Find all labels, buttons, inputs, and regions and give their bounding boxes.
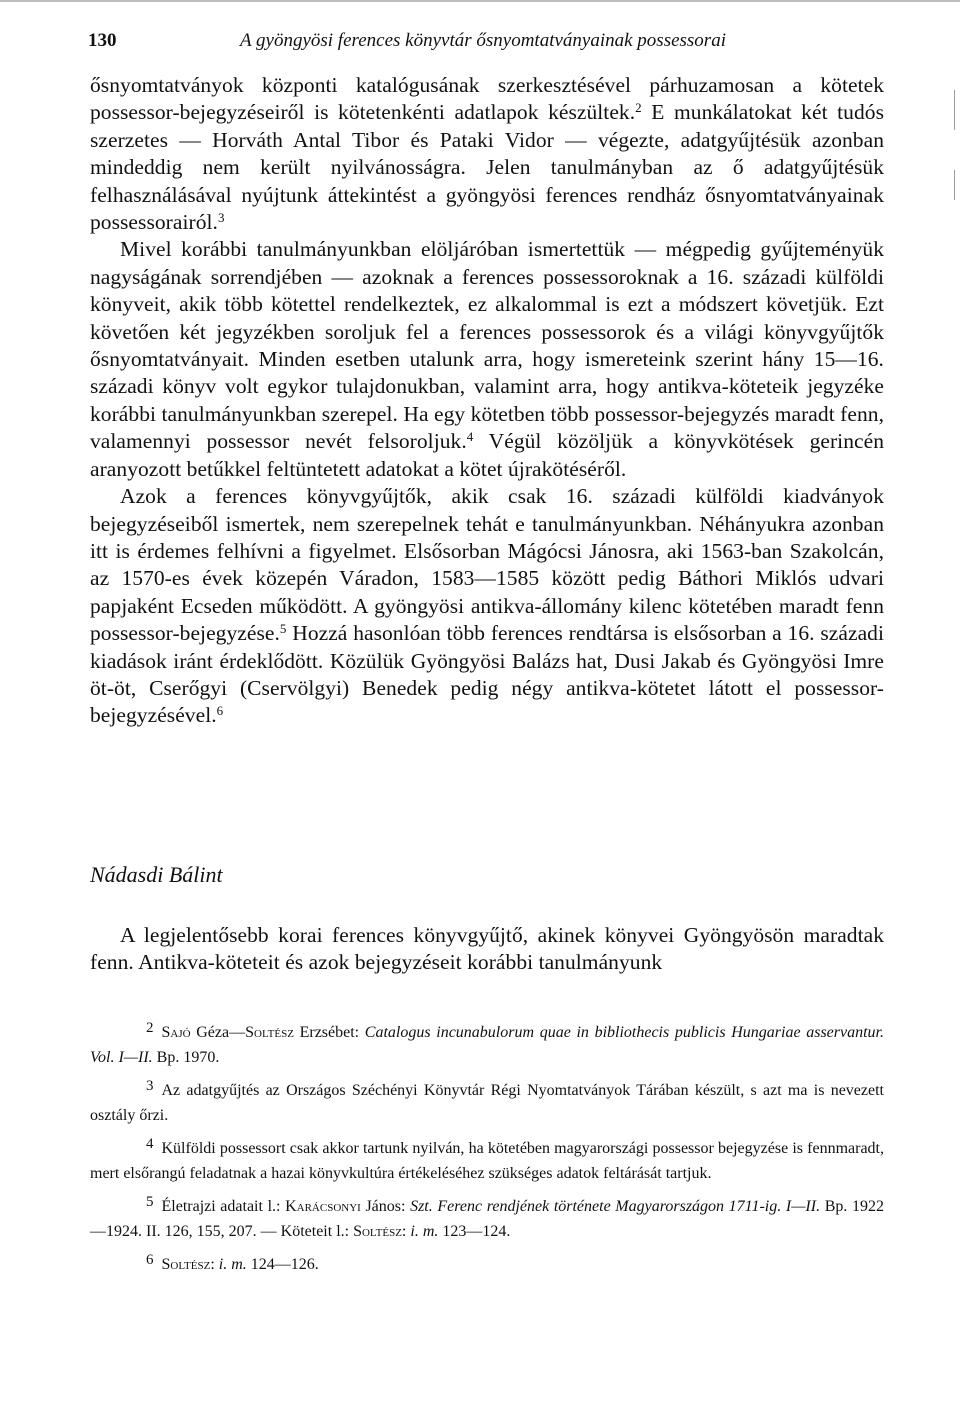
paragraph-text: ősnyomtatványok központi katalógusának szerkesztésével párhuzamosan a kötetek possessor-bejegyzéseiről is kötetenkénti adatlapok készültek. [90,73,884,125]
page-header [88,30,888,56]
footnote-3 [90,1074,884,1128]
footnote-ref: 3 [217,210,225,226]
footnote-text: 123—124. [438,1222,511,1240]
footnote-ref: 2 [635,100,642,116]
paragraph-text: E munkálatokat két tudós szerzetes — Horváth Antal Tibor és Pataki Vidor — végezte, adatgyűjtésük azonban mindeddig nem került nyilvánosságra. Jelen tanulmányban az ő adatgyűjtésük felhasználásával nyújtunk áttekintést a gyöngyösi ferences rendház ősnyomtatványainak possessorairól. [90,100,884,235]
section-paragraph: A legjelentősebb korai ferences könyvgyűjtő, akinek könyvei Gyöngyösön maradtak fenn. Antikva-köteteit és azok bejegyzéseit korábbi tanulmányunk [90,923,884,975]
work-title: i. m. [218,1256,247,1273]
footnote-text: Külföldi possessort csak akkor tartunk nyilván, ha kötetében magyarországi possessor bejegyzése is fennmaradt, mert elsőrangú feladatnak a hazai könyvkultúra értékeléséhez szükséges adatok feltárását tartjuk. [90,1140,884,1182]
footnote-text: Az adatgyűjtés az Országos Széchényi Könyvtár Régi Nyomtatványok Tárában készült, s azt ma is nevezett osztály őrzi. [90,1082,884,1124]
footnote-number: 5 [146,1194,154,1210]
footnote-number: 2 [146,1020,154,1036]
footnote-5 [90,1190,884,1244]
section-heading: Nádasdi Bálint [90,862,223,887]
footnote-6 [90,1248,884,1278]
work-title: Szt. Ferenc rendjének története Magyarországon 1711-ig. I—II. [410,1198,821,1215]
footnote-2 [90,1016,884,1070]
work-title: Catalogus incunabulorum quae in bibliothecis publicis Hungariae asservantur. Vol. I—II. [90,1024,884,1066]
author-name: Sajó [161,1024,191,1041]
paragraph-3 [90,483,884,730]
page-top-edge [0,0,960,2]
footnote-text: Bp. 1970. [152,1048,220,1066]
paragraph-1 [90,72,884,236]
paragraph-text: Azok a ferences könyvgyűjtők, akik csak 16. századi külföldi kiadványok bejegyzéseiből ismertek, nem szerepelnek tehát e tanulmányunkban. Néhányukra azonban itt is érdemes felhívni a figyelmet. Elsősorban Mágócsi Jánosra, aki 1563-ban Szakolcán, az 1570-es évek közepén Váradon, 1583—1585 között pedig Báthori Miklós udvari papjaként Ecseden működött. A gyöngyösi antikva-állomány kilenc kötetében maradt fenn possessor-bejegyzése. [90,484,884,646]
footnote-number: 6 [146,1252,154,1268]
paragraph-text: Végül közöljük a könyvkötések gerincén aranyozott betűkkel feltüntetett adatokat a kötet újrakötéséről. [90,429,884,481]
author-name: Karácsonyi [285,1198,361,1215]
author-name: Soltész [245,1024,294,1041]
footnote-text: Bp. 1922—1924. II. 126, 155, 207. — Köteteit l.: [90,1198,885,1240]
paragraph-2 [90,236,884,483]
paragraph-text: Hozzá hasonlóan több ferences rendtársa is elsősorban a 16. századi kiadások iránt érdeklődött. Közülük Gyöngyösi Balázs hat, Dusi Jakab és Gyöngyösi Imre öt-öt, Cserőgyi (Cservölgyi) Benedek pedig négy antikva-kötetet látott el possessor-bejegyzésével. [90,621,884,728]
author-name: Soltész [161,1256,211,1273]
work-title: i. m. [410,1222,439,1240]
footnote-4 [90,1132,884,1186]
footnote-text: Életrajzi adatait l.: [161,1198,286,1215]
footnote-text: Erzsébet: [293,1024,365,1041]
footnote-text: : [210,1256,219,1273]
section-text-block [90,922,884,977]
footnote-text: : [401,1222,411,1240]
paragraph-text: Mivel korábbi tanulmányunkban elöljáróban ismertettük — mégpedig gyűjteményük nagyságának sorrendjében — azoknak a ferences possessoroknak a 16. századi külföldi könyveit, akik több kötettel rendelkeztek, ez alkalommal is ezt a módszert követjük. Ezt követően két jegyzékben soroljuk fel a ferences possessorok és a világi könyvgyűjtők ősnyomtatványait. Minden esetben utalunk arra, hogy ismereteink szerint hány 15—16. századi könyv volt egykor tulajdonukban, valamint arra, hogy antikva-köteteik jegyzéke korábbi tanulmányunkban szerepel. Ha egy kötetben több possessor-bejegyzés maradt fenn, valamennyi possessor nevét felsoroljuk. [90,237,884,454]
footnote-number: 4 [146,1136,154,1152]
author-name: Soltész [353,1222,402,1240]
footnote-text: János: [360,1198,411,1215]
footnote-text: 124—126. [246,1256,319,1273]
footnote-ref: 4 [466,429,474,445]
footnote-ref: 5 [279,621,287,637]
footnotes [90,1016,884,1282]
margin-scan-mark [954,170,955,200]
footnote-number: 3 [146,1078,154,1094]
footnote-text: Géza— [190,1024,246,1041]
footnote-ref: 6 [216,703,224,719]
page-number: 130 [88,30,117,51]
main-text [90,72,884,730]
margin-scan-mark [954,90,955,130]
running-title: A gyöngyösi ferences könyvtár ősnyomtatványainak possessorai [240,30,726,51]
